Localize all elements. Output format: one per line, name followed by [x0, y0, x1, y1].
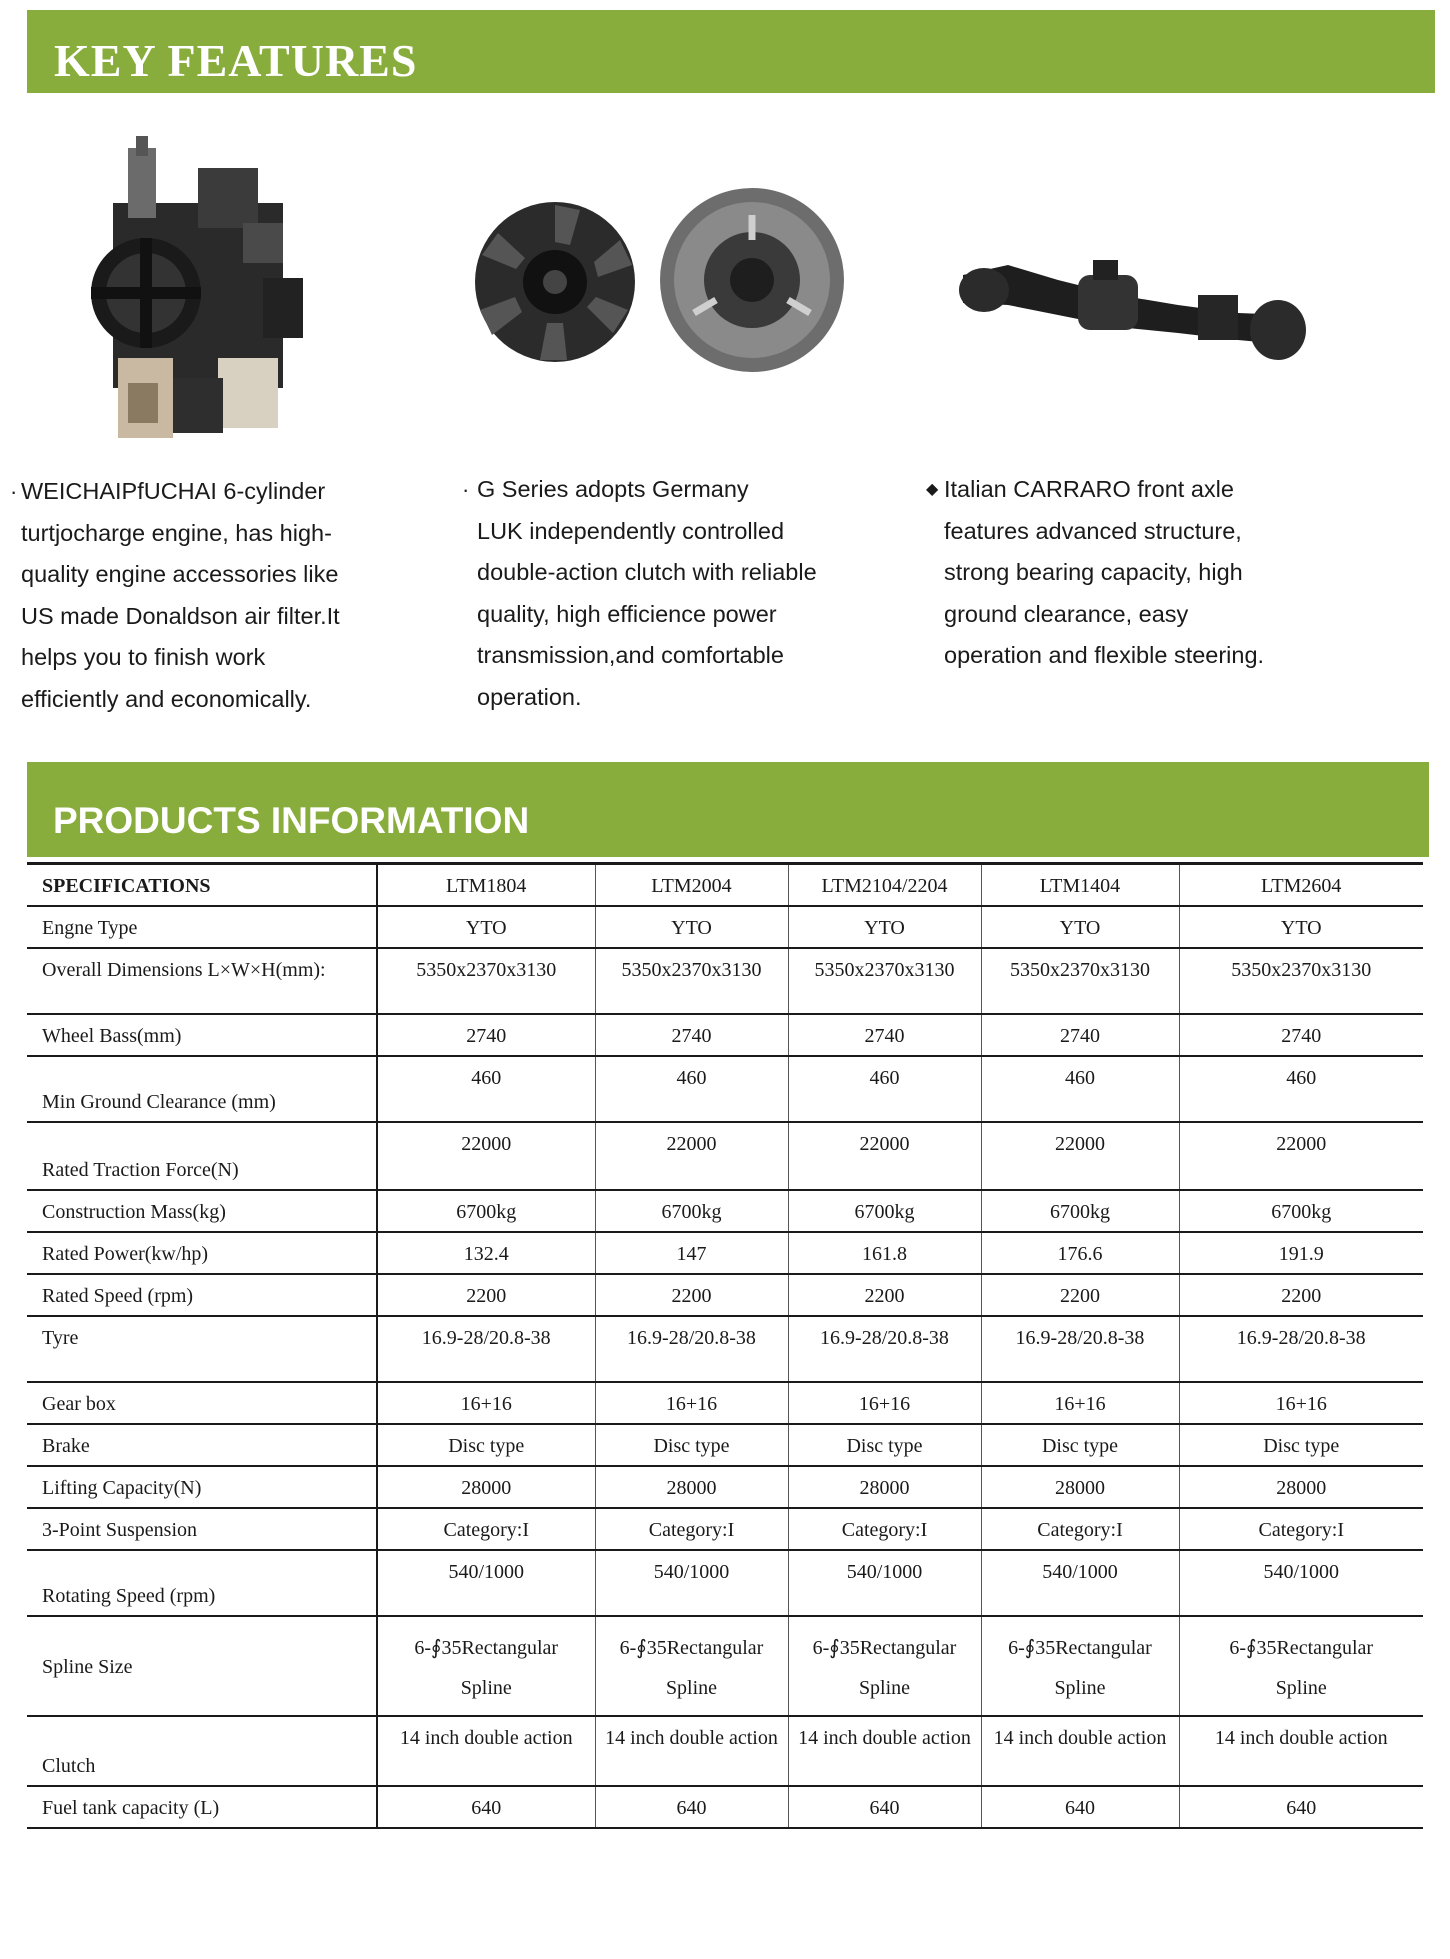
spec-value: [1179, 1550, 1423, 1616]
spec-value: [377, 1014, 595, 1056]
spec-value-text: 2200: [1060, 1285, 1100, 1307]
spec-value: [377, 1274, 595, 1316]
spec-value-text: 460: [471, 1067, 502, 1089]
spec-label: [27, 1122, 377, 1190]
spec-value: [788, 948, 981, 1014]
spec-value: [981, 1122, 1179, 1190]
spec-label: [27, 1466, 377, 1508]
engine-photo: [48, 128, 330, 446]
spec-value-text: 460: [1286, 1067, 1317, 1089]
table-row: [27, 1616, 1423, 1716]
feature-axle-text: [926, 469, 1326, 677]
spec-value: [981, 1508, 1179, 1550]
spec-value: [788, 1274, 981, 1316]
spec-value-text: 28000: [461, 1477, 512, 1499]
spec-value-text: 28000: [666, 1477, 717, 1499]
model-header-text: LTM1804: [446, 875, 527, 897]
table-header-row: [27, 864, 1423, 907]
spec-value: [377, 1424, 595, 1466]
spec-value-text: 16+16: [1054, 1393, 1106, 1415]
spec-value-text: 2200: [864, 1285, 905, 1307]
feature-line: operation and flexible steering.: [944, 642, 1265, 668]
spec-value: [788, 1716, 981, 1786]
spec-value: [1179, 1122, 1423, 1190]
table-row: [27, 1424, 1423, 1466]
spec-value-text: Disc type: [653, 1435, 730, 1457]
table-row: [27, 1716, 1423, 1786]
spec-value: [981, 1232, 1179, 1274]
spec-value: [377, 1056, 595, 1122]
spec-label: [27, 1274, 377, 1316]
spec-value: [377, 1508, 595, 1550]
table-row: [27, 1056, 1423, 1122]
spec-value-line: 6-∮35Rectangular: [812, 1637, 957, 1659]
spec-label: [27, 906, 377, 948]
table-row: [27, 1014, 1423, 1056]
clutch-photo: [470, 185, 845, 380]
spec-value-text: 2740: [1060, 1025, 1100, 1047]
spec-value: [595, 1274, 788, 1316]
spec-value-text: 16+16: [460, 1393, 512, 1415]
spec-label-text: Min Ground Clearance (mm): [42, 1091, 276, 1113]
table-row: [27, 1786, 1423, 1828]
spec-value: [595, 1424, 788, 1466]
spec-value-text: 5350x2370x3130: [1231, 959, 1372, 981]
spec-label-text: Overall Dimensions L×W×H(mm):: [42, 959, 326, 981]
spec-value-text: 540/1000: [448, 1561, 525, 1583]
spec-value-text: 460: [676, 1067, 707, 1089]
spec-label: [27, 1056, 377, 1122]
spec-value-line: Spline: [460, 1677, 512, 1699]
spec-value: [1179, 1466, 1423, 1508]
spec-value: [981, 1616, 1179, 1716]
spec-value: [981, 1550, 1179, 1616]
spec-value: [1179, 1716, 1423, 1786]
feature-line: US made Donaldson air filter.It: [21, 602, 340, 629]
feature-line: operation.: [477, 683, 582, 710]
spec-label: [27, 1550, 377, 1616]
spec-label: [27, 1786, 377, 1828]
spec-value-text: 16+16: [1275, 1393, 1327, 1415]
spec-value-line: Spline: [1275, 1677, 1327, 1699]
table-row: [27, 1550, 1423, 1616]
spec-value-text: 2740: [1281, 1025, 1322, 1047]
spec-value-text: 6700kg: [854, 1201, 915, 1223]
spec-value-text: 16.9-28/20.8-38: [627, 1327, 756, 1349]
spec-value: [1179, 906, 1423, 948]
table-row: [27, 906, 1423, 948]
spec-label: [27, 1382, 377, 1424]
model-header-text: LTM2004: [651, 875, 732, 897]
spec-value-text: 22000: [1276, 1133, 1327, 1155]
model-header: [377, 864, 595, 907]
spec-value: [1179, 1508, 1423, 1550]
spec-label-text: Rated Power(kw/hp): [42, 1243, 209, 1265]
spec-label-text: Gear box: [42, 1393, 116, 1415]
model-header: [981, 864, 1179, 907]
key-features-banner: [27, 10, 1435, 93]
spec-value: [595, 1382, 788, 1424]
spec-label: [27, 1716, 377, 1786]
spec-value: [595, 1122, 788, 1190]
spec-value-text: 28000: [1276, 1477, 1327, 1499]
spec-value: [595, 1014, 788, 1056]
spec-value-text: Category:I: [1258, 1519, 1345, 1541]
spec-value-line: 6-∮35Rectangular: [1229, 1637, 1374, 1659]
spec-value-text: Category:I: [648, 1519, 735, 1541]
spec-value: [377, 1382, 595, 1424]
feature-line: G Series adopts Germany: [477, 476, 749, 502]
spec-label: [27, 1190, 377, 1232]
table-row: [27, 948, 1423, 1014]
spec-label-text: Wheel Bass(mm): [42, 1025, 182, 1047]
spec-value: [595, 1056, 788, 1122]
spec-value: [788, 1786, 981, 1828]
table-row: [27, 1232, 1423, 1274]
spec-value: [1179, 1014, 1423, 1056]
spec-value: [595, 1616, 788, 1716]
spec-value-text: 640: [869, 1797, 900, 1819]
spec-label-text: Engne Type: [42, 917, 138, 939]
spec-value: [377, 1122, 595, 1190]
spec-value-text: Category:I: [443, 1519, 530, 1541]
spec-value-text: 460: [1065, 1067, 1095, 1089]
spec-value-text: 22000: [461, 1133, 512, 1155]
feature-engine-text: [10, 471, 390, 720]
spec-label-text: 3-Point Suspension: [42, 1519, 198, 1541]
spec-value-text: 191.9: [1278, 1243, 1324, 1265]
spec-value-text: 5350x2370x3130: [621, 959, 762, 981]
bullet-dot: ·: [462, 477, 470, 502]
spec-value-text: 6700kg: [1050, 1201, 1110, 1223]
spec-value-text: Category:I: [841, 1519, 928, 1541]
spec-value-text: 460: [869, 1067, 900, 1089]
spec-value: [1179, 1786, 1423, 1828]
spec-value: [377, 1466, 595, 1508]
spec-value-text: 5350x2370x3130: [416, 959, 557, 981]
spec-label-text: Rotating Speed (rpm): [42, 1585, 216, 1607]
spec-value-text: 16.9-28/20.8-38: [1236, 1327, 1366, 1349]
spec-value-text: 2740: [466, 1025, 507, 1047]
spec-value-text: 28000: [859, 1477, 910, 1499]
spec-label-text: Fuel tank capacity (L): [42, 1797, 220, 1819]
feature-line: features advanced structure,: [944, 517, 1242, 544]
spec-value-text: 640: [1286, 1797, 1317, 1819]
spec-value-text: 16.9-28/20.8-38: [820, 1327, 949, 1349]
table-row: [27, 1274, 1423, 1316]
feature-line: efficiently and economically.: [21, 685, 312, 712]
spec-value-line: 6-∮35Rectangular: [414, 1637, 559, 1659]
spec-value: [377, 906, 595, 948]
spec-value-text: 5350x2370x3130: [814, 959, 955, 981]
spec-value-text: 640: [1065, 1797, 1095, 1819]
products-info-banner: [27, 762, 1429, 857]
spec-value-text: 640: [471, 1797, 502, 1819]
spec-value-line: 6-∮35Rectangular: [1008, 1637, 1152, 1659]
spec-value: [595, 1508, 788, 1550]
axle-photo: [948, 235, 1308, 370]
feature-line: turtjocharge engine, has high-: [21, 519, 332, 546]
spec-value-text: 6700kg: [661, 1201, 722, 1223]
table-row: [27, 1382, 1423, 1424]
spec-value-text: 640: [676, 1797, 707, 1819]
spec-value-line: Spline: [665, 1677, 718, 1699]
spec-value-text: 2740: [864, 1025, 905, 1047]
spec-value: [595, 1466, 788, 1508]
spec-value-text: YTO: [1280, 917, 1322, 939]
spec-value: [1179, 948, 1423, 1014]
spec-value: [788, 1232, 981, 1274]
model-header: [788, 864, 981, 907]
spec-value: [1179, 1382, 1423, 1424]
spec-value-text: 2740: [671, 1025, 712, 1047]
specifications-header: [27, 864, 377, 907]
spec-value: [981, 1786, 1179, 1828]
feature-line: Italian CARRARO front axle: [944, 476, 1234, 502]
table-row: [27, 1508, 1423, 1550]
spec-value: [981, 1316, 1179, 1382]
model-header-text: LTM2604: [1261, 875, 1342, 897]
spec-value-text: 540/1000: [1042, 1561, 1118, 1583]
model-header: [595, 864, 788, 907]
spec-value: [981, 1424, 1179, 1466]
spec-value: [595, 906, 788, 948]
spec-value-text: 16+16: [858, 1393, 911, 1415]
spec-value: [788, 906, 981, 948]
bullet-dot: ·: [10, 479, 18, 504]
spec-value-text: 22000: [666, 1133, 717, 1155]
feature-line: double-action clutch with reliable: [477, 559, 817, 585]
spec-value: [1179, 1616, 1423, 1716]
spec-value: [981, 1716, 1179, 1786]
spec-value: [788, 1466, 981, 1508]
spec-label-text: Brake: [42, 1435, 90, 1457]
spec-value-text: 2200: [671, 1285, 712, 1307]
spec-label-text: Spline Size: [42, 1656, 133, 1678]
table-row: [27, 1316, 1423, 1382]
spec-value: [595, 1716, 788, 1786]
spec-value: [377, 1316, 595, 1382]
spec-value: [788, 1550, 981, 1616]
spec-value-text: 14 inch double action: [1214, 1727, 1388, 1749]
spec-label: [27, 1508, 377, 1550]
spec-value: [1179, 1274, 1423, 1316]
spec-value: [788, 1014, 981, 1056]
model-header-text: LTM1404: [1039, 875, 1121, 897]
spec-value-text: 2200: [466, 1285, 507, 1307]
spec-value: [377, 1716, 595, 1786]
spec-value-text: 5350x2370x3130: [1010, 959, 1150, 981]
model-header: [1179, 864, 1423, 907]
spec-value: [377, 1190, 595, 1232]
spec-value-text: 147: [676, 1243, 707, 1265]
spec-label-text: Construction Mass(kg): [42, 1201, 226, 1223]
spec-value-text: 6700kg: [1271, 1201, 1332, 1223]
spec-value-text: 22000: [1055, 1133, 1105, 1155]
spec-value-text: Disc type: [846, 1435, 923, 1457]
spec-value: [981, 948, 1179, 1014]
spec-value-text: 22000: [859, 1133, 910, 1155]
spec-label-text: Rated Speed (rpm): [42, 1285, 194, 1307]
feature-line: helps you to finish work: [21, 644, 266, 670]
specifications-header-text: SPECIFICATIONS: [42, 875, 211, 897]
spec-value-text: YTO: [864, 917, 905, 939]
feature-line: quality engine accessories like: [21, 561, 339, 587]
feature-line: strong bearing capacity, high: [944, 559, 1243, 585]
products-info-title: PRODUCTS INFORMATION: [53, 800, 530, 841]
spec-value: [595, 948, 788, 1014]
spec-value-text: 14 inch double action: [798, 1727, 971, 1749]
spec-value-text: Disc type: [448, 1435, 525, 1457]
feature-line: transmission,and comfortable: [477, 642, 784, 668]
spec-label-text: Rated Traction Force(N): [42, 1159, 239, 1181]
spec-value: [981, 1056, 1179, 1122]
spec-value: [788, 1424, 981, 1466]
spec-label: [27, 1232, 377, 1274]
spec-value-text: YTO: [1059, 917, 1101, 939]
spec-value: [981, 906, 1179, 948]
spec-value-text: 28000: [1055, 1477, 1105, 1499]
spec-value: [1179, 1424, 1423, 1466]
spec-value: [981, 1014, 1179, 1056]
spec-value-text: 176.6: [1057, 1243, 1103, 1265]
spec-value: [981, 1466, 1179, 1508]
spec-label-text: Tyre: [42, 1327, 79, 1349]
spec-value: [595, 1786, 788, 1828]
spec-label: [27, 1616, 377, 1716]
spec-value: [377, 1786, 595, 1828]
spec-value: [595, 1232, 788, 1274]
feature-clutch-text: [462, 469, 882, 718]
spec-value: [788, 1190, 981, 1232]
spec-label-text: Clutch: [42, 1755, 96, 1777]
feature-line: ground clearance, easy: [944, 600, 1189, 627]
spec-value: [788, 1056, 981, 1122]
key-features-title: KEY FEATURES: [54, 35, 418, 86]
spec-value: [788, 1316, 981, 1382]
table-row: [27, 1190, 1423, 1232]
spec-value: [595, 1550, 788, 1616]
spec-value: [788, 1382, 981, 1424]
model-header-text: LTM2104/2204: [821, 875, 948, 897]
spec-value: [595, 1190, 788, 1232]
spec-value-text: 16+16: [665, 1393, 718, 1415]
spec-value-text: 14 inch double action: [993, 1727, 1167, 1749]
spec-value: [788, 1508, 981, 1550]
spec-value-line: 6-∮35Rectangular: [619, 1637, 764, 1659]
spec-value: [788, 1616, 981, 1716]
spec-value: [377, 948, 595, 1014]
feature-line: LUK independently controlled: [477, 517, 785, 544]
table-row: [27, 1466, 1423, 1508]
spec-value-text: YTO: [465, 917, 507, 939]
spec-value-text: 14 inch double action: [399, 1727, 573, 1749]
spec-value: [981, 1382, 1179, 1424]
spec-value: [1179, 1056, 1423, 1122]
spec-value-text: Category:I: [1037, 1519, 1123, 1541]
spec-value-text: 16.9-28/20.8-38: [1015, 1327, 1145, 1349]
spec-value: [595, 1316, 788, 1382]
spec-value: [1179, 1232, 1423, 1274]
spec-value-text: Disc type: [1041, 1435, 1119, 1457]
feature-line: WEICHAIPfUCHAI 6-cylinder: [21, 478, 326, 504]
spec-value-text: 161.8: [862, 1243, 907, 1265]
spec-label: [27, 1424, 377, 1466]
spec-value-text: 132.4: [463, 1243, 509, 1265]
spec-value-text: Disc type: [1263, 1435, 1340, 1457]
spec-label-text: Lifting Capacity(N): [42, 1477, 202, 1499]
spec-value-text: 16.9-28/20.8-38: [421, 1327, 551, 1349]
spec-value-line: Spline: [858, 1677, 911, 1699]
spec-value: [981, 1274, 1179, 1316]
spec-label: [27, 1316, 377, 1382]
spec-label: [27, 1014, 377, 1056]
spec-value-text: 14 inch double action: [605, 1727, 778, 1749]
specifications-table: [27, 862, 1423, 1829]
spec-value-text: 2200: [1281, 1285, 1322, 1307]
spec-value-text: YTO: [671, 917, 712, 939]
spec-value-line: Spline: [1054, 1677, 1106, 1699]
spec-label: [27, 948, 377, 1014]
spec-value: [1179, 1190, 1423, 1232]
spec-value-text: 6700kg: [456, 1201, 517, 1223]
feature-line: quality, high efficience power: [477, 600, 777, 627]
table-row: [27, 1122, 1423, 1190]
spec-value: [377, 1616, 595, 1716]
spec-value: [377, 1232, 595, 1274]
spec-value: [981, 1190, 1179, 1232]
spec-value-text: 540/1000: [1263, 1561, 1340, 1583]
spec-value: [377, 1550, 595, 1616]
spec-value: [788, 1122, 981, 1190]
spec-value-text: 540/1000: [846, 1561, 923, 1583]
bullet-diamond: ◆: [926, 481, 939, 498]
spec-value-text: 540/1000: [653, 1561, 730, 1583]
spec-value: [1179, 1316, 1423, 1382]
